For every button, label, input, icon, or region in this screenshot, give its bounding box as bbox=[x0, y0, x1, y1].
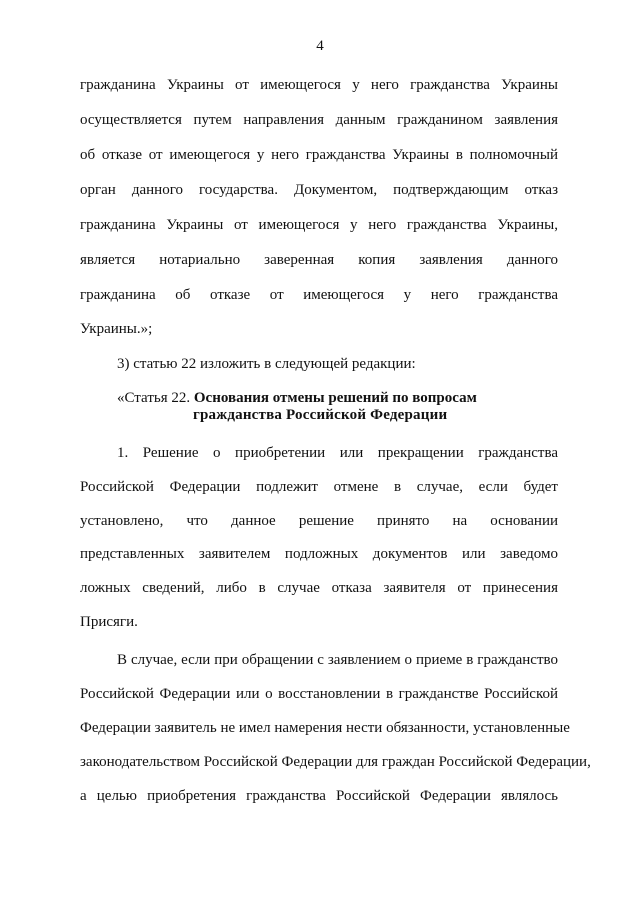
text-line: гражданина Украины от имеющегося у него гражданства Украины, bbox=[80, 217, 558, 233]
amendment-item: 3) статью 22 изложить в следующей редакции: bbox=[117, 356, 416, 372]
body-line: ложных сведений, либо в случае отказа заявителя от принесения bbox=[80, 580, 558, 596]
text-line: орган данного государства. Документом, подтверждающим отказ bbox=[80, 182, 558, 198]
text-line: гражданина об отказе от имеющегося у него гражданства bbox=[80, 287, 558, 303]
body-line-last: Присяги. bbox=[80, 614, 138, 630]
body-line: законодательством Российской Федерации для граждан Российской Федерации, bbox=[80, 754, 591, 770]
text-line: осуществляется путем направления данным гражданином заявления bbox=[80, 112, 558, 128]
body-line: а целью приобретения гражданства Российской Федерации являлось bbox=[80, 788, 558, 804]
article-heading bbox=[117, 389, 477, 407]
body-line: установлено, что данное решение принято на основании bbox=[80, 513, 558, 529]
body-line: Российской Федерации или о восстановлении в гражданстве Российской bbox=[80, 686, 558, 702]
body-line: 1. Решение о приобретении или прекращении гражданства bbox=[117, 445, 558, 461]
text-line: об отказе от имеющегося у него гражданства Украины в полномочный bbox=[80, 147, 558, 163]
text-line: гражданина Украины от имеющегося у него гражданства Украины bbox=[80, 77, 558, 93]
text-line-last: Украины.»; bbox=[80, 321, 153, 337]
body-line: представленных заявителем подложных документов или заведомо bbox=[80, 546, 558, 562]
body-line: Российской Федерации подлежит отмене в случае, если будет bbox=[80, 479, 558, 495]
body-line: В случае, если при обращении с заявлением о приеме в гражданство bbox=[117, 652, 558, 668]
article-prefix: «Статья 22. bbox=[117, 390, 191, 406]
article-title-line2: гражданства Российской Федерации bbox=[193, 407, 448, 423]
article-title-line1: Основания отмены решений по вопросам bbox=[193, 390, 477, 406]
body-line: Федерации заявитель не имел намерения нести обязанности, установленные bbox=[80, 720, 570, 736]
page-number: 4 bbox=[316, 38, 324, 54]
text-line: является нотариально заверенная копия заявления данного bbox=[80, 252, 558, 268]
